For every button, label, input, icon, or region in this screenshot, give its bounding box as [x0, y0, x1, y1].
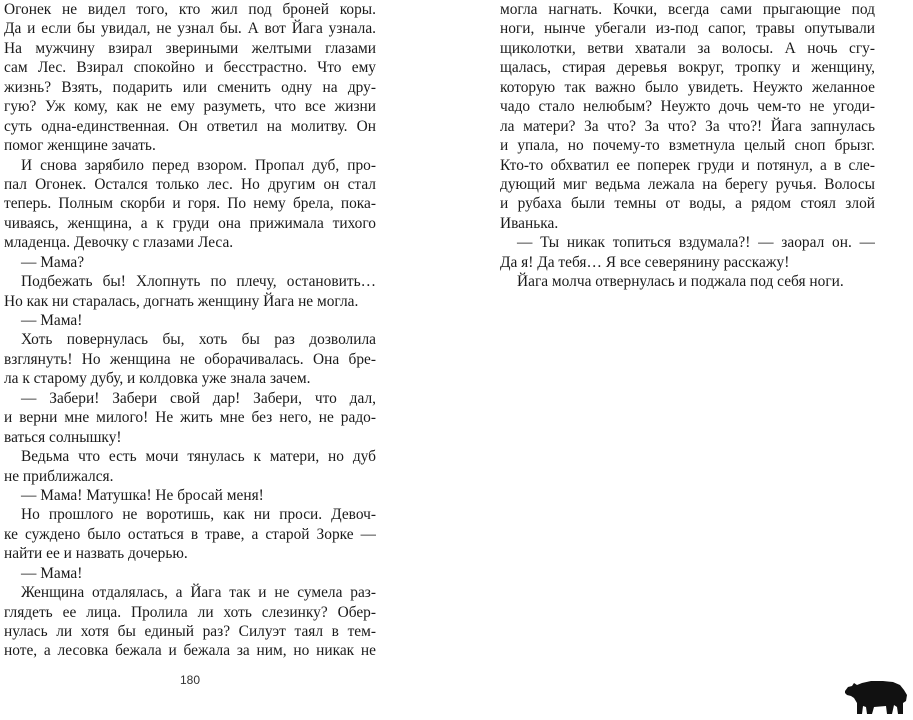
text-line: ла к старому дубу, и колдовка уже знала зачем. [4, 370, 311, 388]
text-line: жизнь? Взять, подарить или сменить одну на дру- [4, 78, 376, 96]
text-line: Подбежать бы! Хлопнуть по плечу, остановить… [21, 273, 376, 291]
text-line: — Мама! [21, 564, 83, 582]
text-line: помог женщине зачать. [4, 137, 156, 155]
text-line: ла матери? За что? За что? За что?! Йага запнулась [500, 117, 875, 135]
text-line: Да и если бы увидал, не узнал бы. А вот Йага узнала. [4, 20, 376, 38]
text-line: — Мама! Матушка! Не бросай меня! [21, 486, 264, 504]
text-line: сам Лес. Взирал спокойно и бесстрастно. Что ему [4, 59, 376, 77]
text-line: теперь. Полным скорби и горя. По нему брела, пока- [4, 195, 376, 213]
text-line: ноте, а лесовка бежала и бежала за ним, но никак не [4, 642, 376, 660]
text-line: ке суждено было остаться в траве, а старой Зорке — [4, 525, 376, 543]
text-line: Ведьма что есть мочи тянулась к матери, но дуб [21, 448, 376, 466]
text-line: И снова зарябило перед взором. Пропал дуб, про- [21, 156, 376, 174]
text-line: щиколотки, ветви хватали за волосы. А ночь сгу- [500, 39, 875, 57]
text-line: — Ты никак топиться вздумала?! — заорал он. — [517, 234, 875, 252]
text-line: ноги, нынче убегали из-под сапог, травы опутывали [500, 20, 875, 38]
text-line: гую? Уж кому, как не ему разуметь, что все жизни [4, 98, 376, 116]
text-line: младенца. Девочку с глазами Леса. [4, 234, 234, 252]
text-line: На мужчину взирал звериными желтыми глазами [4, 39, 376, 57]
text-line: которую так важно было увидеть. Неужто желанное [500, 78, 875, 96]
text-line: и верни мне милого! Не жить мне без него, не радо- [4, 409, 376, 427]
text-line: — Забери! Забери свой дар! Забери, что дал, [21, 389, 376, 407]
text-line: Хоть повернулась бы, хоть бы раз дозволила [21, 331, 376, 349]
text-line: — Мама! [21, 312, 83, 329]
text-line: нулась ли хотя бы единый раз? Силуэт таял в тем- [4, 623, 376, 640]
left-page [4, 0, 376, 661]
text-line: Да я! Да тебя… Я все северянину расскажу! [500, 253, 790, 271]
text-line: найти ее и назвать дочерью. [4, 545, 188, 563]
text-line: чадо стало нелюбым? Неужто дочь чем-то не угоди- [500, 98, 875, 116]
bear-logo-icon [843, 676, 909, 716]
text-line: Кто-то обхватил ее поперек груди и потянул, а в сле- [500, 156, 875, 174]
text-line: Но как ни старалась, догнать женщину Йага не могла. [4, 292, 359, 310]
right-page [500, 0, 875, 292]
text-line: пал Огонек. Остался только лес. Но другим он стал [4, 175, 376, 193]
text-line: Иванька. [500, 214, 559, 232]
text-line: не приближался. [4, 467, 114, 485]
text-line: глядеть ее лица. Пролила ли хоть слезинку? Обер- [4, 603, 376, 621]
text-line: чиваясь, женщина, а к груди она прижимала тихого [4, 214, 376, 232]
page-number: 180 [179, 673, 201, 687]
text-line: Йага молча отвернулась и поджала под себя ноги. [517, 273, 844, 291]
text-line: и рубаха были темны от воды, а рядом стоял злой [500, 195, 875, 213]
text-line: Огонек не видел того, кто жил под броней коры. [4, 1, 376, 18]
text-line: ваться солнышку! [4, 428, 122, 446]
text-line: щалась, стирая деревья вокруг, тропку и женщину, [500, 59, 875, 77]
text-line: — Мама? [21, 253, 85, 271]
text-line: Женщина отдалялась, а Йага так и не сумела раз- [21, 584, 376, 602]
text-line: дующий миг ведьма лежала на берегу ручья. Волосы [500, 175, 875, 193]
text-line: и упала, но почему-то взметнула целый сноп брызг. [500, 137, 875, 155]
text-line: Но прошлого не воротишь, как ни проси. Девоч- [21, 506, 376, 524]
text-line: могла нагнать. Кочки, всегда сами прыгающие под [500, 1, 875, 18]
text-line: взглянуть! Но женщина не оборачивалась. Она бре- [4, 350, 376, 368]
text-line: суть одна-единственная. Он ответил на молитву. Он [4, 117, 376, 135]
